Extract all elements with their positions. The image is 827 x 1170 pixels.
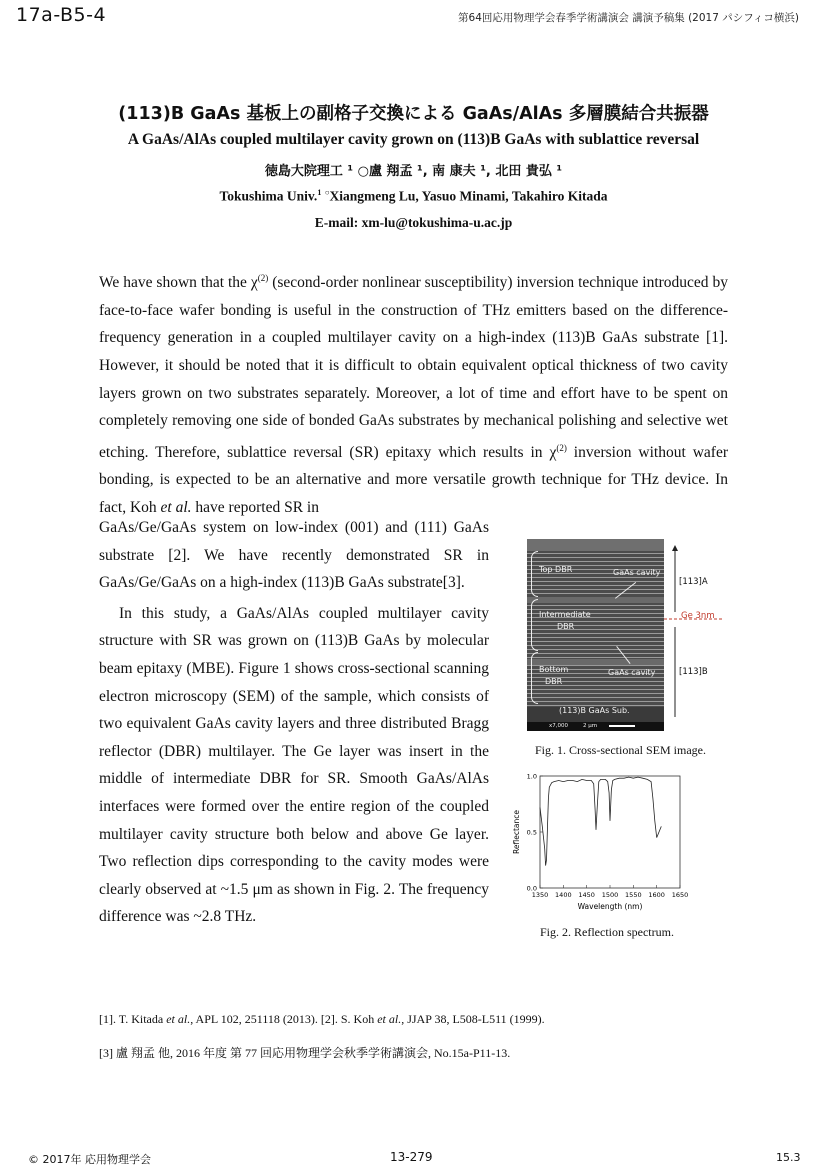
body-paragraph-1-cont: GaAs/Ge/GaAs system on low-index (001) and (111) GaAs substrate [2]. We have recently demonstrated SR in GaAs/Ge/GaAs on a high-index (113)B GaAs substrate[3].: [99, 519, 489, 592]
reference-1-2: [1]. T. Kitada et al., APL 102, 251118 (2013). [2]. S. Koh et al., JJAP 38, L508-L511 (1999).: [99, 1012, 545, 1026]
x-tick-label: 1650: [671, 891, 688, 899]
authors-japanese: 徳島大院理工 ¹ ○盧 翔孟 ¹, 南 康夫 ¹, 北田 貴弘 ¹: [264, 164, 563, 179]
sem-image: [527, 539, 664, 731]
authors-english: Tokushima Univ.$^1$ ○Xiangmeng Lu, Yasuo Minami, Takahiro Kitada: [219, 188, 608, 204]
x-tick-label: 1500: [601, 891, 619, 899]
label-substrate: (113)B GaAs Sub.: [559, 706, 630, 715]
affiliation: Tokushima Univ.: [219, 188, 318, 204]
author-names: Xiangmeng Lu, Yasuo Minami, Takahiro Kitada: [329, 188, 608, 204]
x-axis-label: Wavelength (nm): [577, 902, 643, 911]
footer-number: 15.3: [776, 1151, 801, 1164]
conference-header: 第64回応用物理学会春季学術講演会 講演予稿集 (2017 パシフィコ横浜): [458, 12, 799, 24]
cavity-top: [527, 597, 664, 603]
label-cavity-bottom: GaAs cavity: [608, 668, 656, 677]
y-tick-label: 1.0: [526, 772, 537, 781]
sem-side-annotations: [664, 539, 734, 724]
brace-bottom: [531, 652, 538, 704]
surface: [527, 539, 664, 551]
label-113a: [113]A: [679, 577, 708, 587]
x-tick-label: 1350: [531, 891, 549, 899]
x-tick-label: 1600: [648, 891, 665, 899]
label-intermediate-dbr: DBR: [557, 622, 575, 631]
label-ge: Ge 3nm: [681, 611, 715, 621]
spectrum-line: [540, 777, 661, 866]
brace-top: [531, 551, 538, 597]
email: E-mail: xm-lu@tokushima-u.ac.jp: [314, 215, 513, 230]
label-bottom-dbr: DBR: [545, 677, 563, 686]
x-tick-label: 1400: [555, 891, 572, 899]
label-intermediate: Intermediate: [539, 610, 591, 619]
label-top-dbr: Top DBR: [539, 565, 573, 574]
title-japanese: (113)B GaAs 基板上の副格子交換による GaAs/AlAs 多層膜結合共振器: [118, 104, 709, 124]
x-tick-label: 1550: [625, 891, 642, 899]
figure1-caption: Fig. 1. Cross-sectional SEM image.: [535, 743, 706, 757]
footer-page: 13-279: [390, 1150, 433, 1164]
reflection-chart: [508, 770, 688, 915]
y-axis-label: Reflectance: [512, 810, 521, 854]
body-paragraph-1: We have shown that the $\chi^{(2)}$ (second-order nonlinear susceptibility) inversion technique introduced by face-to-face wafer bonding is useful in the construction of THz emitters based on the difference-frequency generation in a coupled multilayer cavity on a high-index (113)B GaAs substrate [1]. However, it should be noted that it is difficult to obtain equivalent optical thickness of two cavity layers grown on two substrates separately. Moreover, a lot of time and effort have to be spent on completely removing one side of bonded GaAs substrates by mechanical polishing and selective wet etching. Therefore, sublattice reversal (SR) epitaxy which results in $\chi^{(2)}$ inversion without wafer bonding, is expected to be an alternative and more versatile growth technique for THz device. In fact, Koh et al. have reported SR in: [99, 273, 728, 517]
label-scale: 2 μm: [583, 723, 598, 729]
label-cavity-top: GaAs cavity: [613, 568, 661, 577]
body-column-text: [99, 514, 489, 931]
figure2-caption: Fig. 2. Reflection spectrum.: [540, 925, 674, 939]
y-ticks: [527, 773, 543, 893]
scale-bar: [609, 725, 635, 727]
brace-intermediate: [531, 599, 538, 651]
x-ticks: [532, 885, 688, 899]
body-paragraph-2: In this study, a GaAs/AlAs coupled multilayer cavity structure with SR was grown on (113)B GaAs by molecular beam epitaxy (MBE). Figure 1 shows cross-sectional scanning electron microscopy (SEM) of the sample, which consists of two equivalent GaAs cavity layers and three distributed Bragg reflector (DBR) multilayer. The Ge layer was insert in the middle of intermediate DBR for SR. Smooth GaAs/AlAs interfaces were formed over the entire region of the coupled multilayer cavity structure both below and above Ge layer. Two reflection dips corresponding to the cavity modes were clearly observed at ~1.5 μm as shown in Fig. 2. The frequency difference was ~2.8 THz.: [99, 604, 489, 926]
label-magnification: x7,000: [549, 723, 569, 729]
paper-id: 17a-B5-4: [16, 4, 107, 26]
label-bottom: Bottom: [539, 665, 569, 674]
title-english: A GaAs/AlAs coupled multilayer cavity grown on (113)B GaAs with sublattice reversal: [127, 131, 700, 148]
y-tick-label: 0.0: [526, 884, 537, 893]
y-tick-label: 0.5: [526, 828, 537, 837]
x-tick-label: 1450: [578, 891, 595, 899]
label-113b: [113]B: [679, 667, 708, 677]
footer-copyright: © 2017年 応用物理学会: [28, 1153, 151, 1166]
reference-3: [3] 盧 翔孟 他, 2016 年度 第 77 回応用物理学会秋季学術講演会, No.15a-P11-13.: [99, 1046, 511, 1060]
